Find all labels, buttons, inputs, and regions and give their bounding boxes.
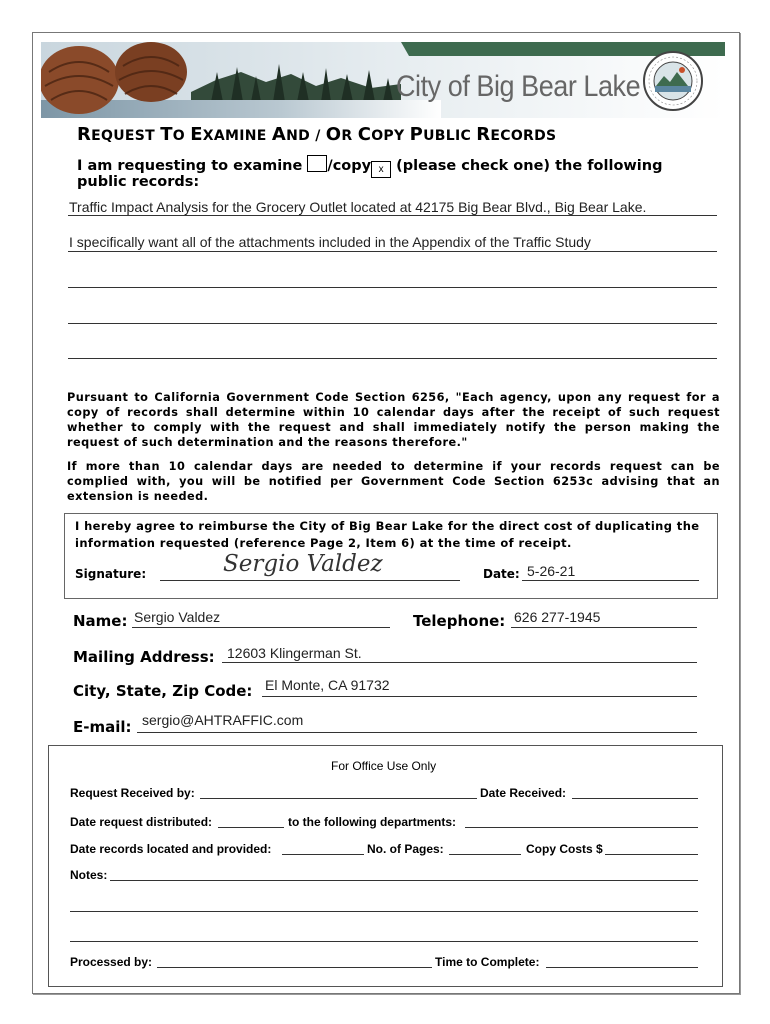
name-value[interactable]: Sergio Valdez bbox=[134, 609, 221, 625]
date-distributed-label: Date request distributed: bbox=[70, 815, 213, 829]
processed-by-line[interactable] bbox=[157, 967, 432, 968]
mailing-address-label: Mailing Address: bbox=[73, 648, 215, 666]
office-use-box bbox=[48, 745, 723, 987]
city-state-zip-value[interactable]: El Monte, CA 91732 bbox=[265, 677, 390, 693]
copy-label: /copy bbox=[327, 158, 372, 174]
email-label: E-mail: bbox=[73, 718, 132, 736]
signature-label: Signature: bbox=[75, 567, 147, 581]
record-underline-5[interactable] bbox=[68, 358, 717, 359]
notes-label: Notes: bbox=[70, 868, 108, 882]
telephone-label: Telephone: bbox=[413, 612, 506, 630]
city-state-zip-label: City, State, Zip Code: bbox=[73, 682, 253, 700]
record-underline-4[interactable] bbox=[68, 323, 717, 324]
date-located-line[interactable] bbox=[282, 854, 364, 855]
time-to-complete-line[interactable] bbox=[546, 967, 698, 968]
copy-costs-label: Copy Costs $ bbox=[526, 842, 603, 856]
request-line-2: public records: bbox=[77, 174, 200, 190]
copy-costs-line[interactable] bbox=[605, 854, 698, 855]
request-received-by-label: Request Received by: bbox=[70, 786, 195, 800]
record-line-1[interactable]: Traffic Impact Analysis for the Grocery Outlet located at 42175 Big Bear Blvd., Big Bear Lake. bbox=[69, 199, 647, 215]
extension-paragraph: If more than 10 calendar days are needed to determine if your records request can be complied with, you will be notified per Government Code Section 6253c advising that an extension is needed. bbox=[67, 460, 720, 503]
no-pages-label: No. of Pages: bbox=[367, 842, 444, 856]
telephone-value[interactable]: 626 277-1945 bbox=[514, 609, 601, 625]
time-to-complete-label: Time to Complete: bbox=[435, 955, 540, 969]
record-line-2[interactable]: I specifically want all of the attachments included in the Appendix of the Traffic Study bbox=[69, 234, 591, 250]
mailing-address-value[interactable]: 12603 Klingerman St. bbox=[227, 645, 362, 661]
office-use-heading: For Office Use Only bbox=[331, 759, 437, 773]
date-value[interactable]: 5-26-21 bbox=[527, 563, 576, 579]
date-located-label: Date records located and provided: bbox=[70, 842, 272, 856]
city-seal-icon bbox=[642, 50, 704, 112]
signature-value[interactable]: Sergio Valdez bbox=[223, 551, 383, 577]
record-underline-1 bbox=[68, 215, 717, 216]
email-underline bbox=[137, 732, 697, 733]
no-pages-line[interactable] bbox=[449, 854, 521, 855]
departments-line[interactable] bbox=[465, 827, 698, 828]
record-underline-2 bbox=[68, 251, 717, 252]
mailing-address-underline bbox=[222, 662, 697, 663]
record-underline-3[interactable] bbox=[68, 287, 717, 288]
form-title-text: REQUEST TO EXAMINE AND / OR COPY PUBLIC RECORDS bbox=[77, 124, 557, 145]
examine-checkbox[interactable] bbox=[307, 155, 327, 172]
city-name: City of Big Bear Lake bbox=[396, 70, 641, 103]
telephone-underline bbox=[511, 627, 697, 628]
date-received-label: Date Received: bbox=[480, 786, 567, 800]
date-received-line[interactable] bbox=[572, 798, 698, 799]
city-state-zip-underline bbox=[262, 696, 697, 697]
agreement-text: I hereby agree to reimburse the City of Big Bear Lake for the direct cost of duplicating the information requested (reference Page 2, Item 6) at the time of receipt. bbox=[75, 519, 700, 550]
notes-line-3[interactable] bbox=[70, 941, 698, 942]
email-value[interactable]: sergio@AHTRAFFIC.com bbox=[142, 712, 304, 728]
name-label: Name: bbox=[73, 612, 128, 630]
processed-by-label: Processed by: bbox=[70, 955, 153, 969]
date-distributed-line[interactable] bbox=[218, 827, 284, 828]
date-underline bbox=[522, 580, 699, 581]
request-received-by-line[interactable] bbox=[200, 798, 477, 799]
signature-underline bbox=[160, 580, 460, 581]
request-prefix: I am requesting to examine bbox=[77, 158, 303, 174]
copy-checkbox[interactable]: x bbox=[371, 161, 391, 178]
notes-line-1[interactable] bbox=[110, 880, 698, 881]
request-suffix: (please check one) the following bbox=[396, 158, 663, 174]
date-label: Date: bbox=[483, 567, 520, 581]
form-title bbox=[77, 124, 556, 145]
departments-label: to the following departments: bbox=[288, 815, 456, 829]
gov-code-paragraph: Pursuant to California Government Code Section 6256, "Each agency, upon any request for a copy of records shall determine within 10 calendar days after the receipt of such request whether to comply with the request and shall immediately notify the person making the request of such determination and the reasons therefore." bbox=[67, 391, 720, 449]
notes-line-2[interactable] bbox=[70, 911, 698, 912]
name-underline bbox=[132, 627, 390, 628]
